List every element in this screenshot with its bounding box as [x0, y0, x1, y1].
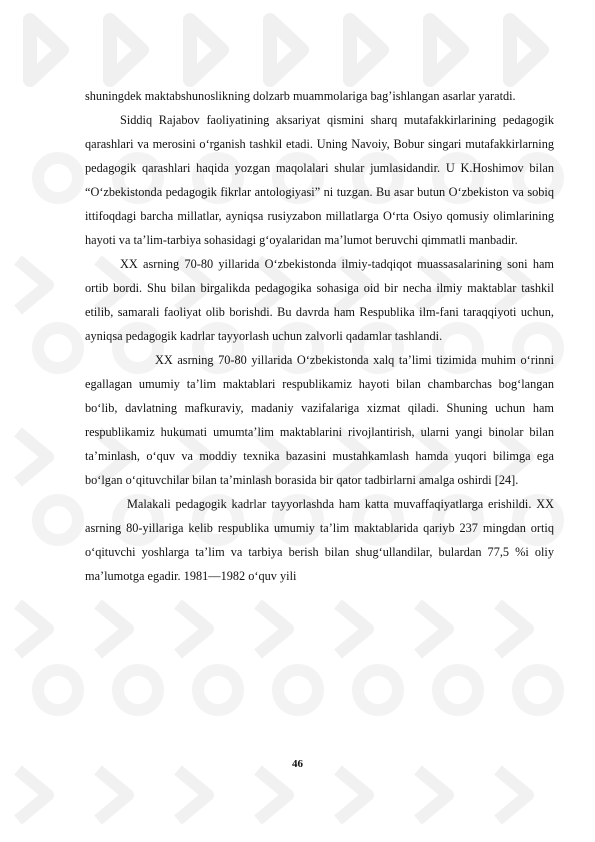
- paragraph-5: Malakali pedagogik kadrlar tayyorlashda ham katta muvaffaqiyatlarga erishildi. XX asrning 80-yillariga kelib respublika umumiy ta’lim maktablarida qariyb 237 mingdan ortiq o‘qituvchi yoshlarga ta’lim va tarbiya berish bilan shug‘ullandilar, bulardan 77,5 %i oliy ma’lumotga egadir. 1981—1982 o‘quv yili: [85, 497, 554, 583]
- paragraph-4: XX asrning 70-80 yillarida O‘zbekistonda xalq ta’limi tizimida muhim o‘rinni egallagan umumiy ta’lim maktablari respublikamiz hayoti bilan chambarchas bog‘langan bo‘lib, davlatning mafkuraviy, madaniy vazifalariga xizmat qiladi. Shuning uchun ham respublikamiz hukumati umumta’lim maktablarini rivojlantirish, ularni yangi binolar bilan ta’minlash, o‘quv va moddiy texnika bazasini mustahkamlash hamda yuqori bilimga ega bo‘lgan o‘qituvchilar bilan ta’minlash borasida bir qator tadbirlarni amalga oshirdi [24].: [85, 353, 554, 487]
- paragraph-3: XX asrning 70-80 yillarida O‘zbekistonda ilmiy-tadqiqot muassasalarining soni ham ortib bordi. Shu bilan birgalikda pedagogika sohasiga oid bir necha ilmiy maktablar tashkil etilib, samarali faoliyat olib borishdi. Bu davrda ham Respublika ilm-fani taraqqiyoti uchun, ayniqsa pedagogik kadrlar tayyorlash uchun zalvorli qadamlar tashlandi.: [85, 257, 554, 343]
- paragraph-2: Siddiq Rajabov faoliyatining aksariyat qismini sharq mutafakkirlarining pedagogik qarashlari va merosini o‘rganish tashkil etadi. Uning Navoiy, Bobur singari mutafakkirlarning pedagogik qarashlari haqida yozgan maqolalari shular jumlasidandir. U K.Hoshimov bilan “O‘zbekistonda pedagogik fikrlar antologiyasi” ni tuzgan. Bu asar butun O‘zbekiston va sobiq ittifoqdagi barcha millatlar, ayniqsa rusiyzabon millatlarga O‘rta Osiyo qomusiy olimlarining hayoti va ta’lim-tarbiya sohasidagi g‘oyalaridan ma’lumot beruvchi qimmatli manbadir.: [85, 113, 554, 247]
- paragraph-1: shuningdek maktabshunoslikning dolzarb muammolariga bag’ishlangan asarlar yaratdi.: [85, 89, 516, 103]
- document-page: [85, 84, 554, 588]
- page-number: 46: [292, 758, 303, 770]
